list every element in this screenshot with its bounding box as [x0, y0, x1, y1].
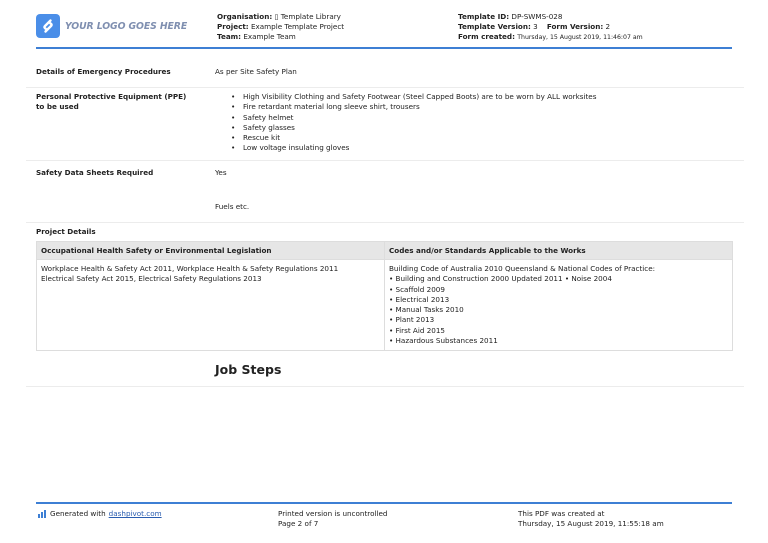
- codes-line: Building Code of Australia 2010 Queensland & National Codes of Practice:: [389, 264, 656, 273]
- form-created-value: Thursday, 15 August 2019, 11:46:07 am: [517, 34, 643, 41]
- organisation-label: Organisation:: [217, 12, 273, 21]
- form-created-label: Form created:: [458, 32, 515, 41]
- template-version-value: 3: [533, 22, 538, 31]
- form-version-label: Form Version:: [546, 22, 604, 31]
- sds-value: Yes: [215, 168, 227, 177]
- sds-label: Safety Data Sheets Required: [36, 168, 154, 177]
- footer-page-info: [278, 509, 387, 530]
- template-id-label: Template ID:: [458, 12, 510, 21]
- legislation-line: Electrical Safety Act 2015, Electrical Safety Regulations 2013: [41, 274, 262, 284]
- safety-data-sheets-row: [26, 161, 744, 223]
- codes-cell: [385, 260, 733, 351]
- form-version-value: 2: [605, 22, 611, 31]
- table-header-row: [37, 242, 733, 260]
- codes-line: • First Aid 2015: [389, 325, 445, 335]
- team-label: Team:: [217, 32, 242, 41]
- codes-line: • Plant 2013: [389, 315, 435, 325]
- emergency-procedures-value: As per Site Safety Plan: [215, 67, 297, 76]
- form-created-line: [458, 32, 643, 43]
- ppe-list: [215, 92, 596, 154]
- codes-line: • Hazardous Substances 2011: [389, 336, 498, 346]
- ppe-label-line2: to be used: [36, 102, 79, 112]
- team-value: Example Team: [243, 32, 296, 41]
- emergency-procedures-row: [26, 58, 744, 88]
- footer-pdf-created: [518, 509, 664, 530]
- page-number: Page 2 of 7: [278, 519, 319, 529]
- project-value: Example Template Project: [250, 22, 345, 31]
- project-details-table: [36, 241, 733, 351]
- dashpivot-link[interactable]: dashpivot.com: [108, 509, 162, 518]
- project-details-title: Project Details: [36, 227, 96, 236]
- project-label: Project:: [217, 22, 249, 31]
- ppe-item: • Safety glasses: [215, 123, 596, 133]
- legislation-line: Workplace Health & Safety Act 2011, Workplace Health & Safety Regulations 2011: [41, 264, 339, 273]
- ppe-item: • Safety helmet: [215, 113, 596, 123]
- ppe-item: • High Visibility Clothing and Safety Footwear (Steel Capped Boots) are to be worn by ALL worksites: [215, 92, 596, 102]
- logo-icon: [36, 14, 60, 38]
- logo: [36, 14, 187, 38]
- legislation-header: Occupational Health Safety or Environmental Legislation: [37, 242, 385, 260]
- emergency-procedures-label: Details of Emergency Procedures: [36, 67, 171, 76]
- uncontrolled-notice: Printed version is uncontrolled: [278, 509, 388, 518]
- table-row: [37, 260, 733, 351]
- team-line: [217, 32, 344, 42]
- pdf-created-label: This PDF was created at: [518, 509, 605, 518]
- document-header: [36, 12, 732, 48]
- version-line: [458, 22, 643, 32]
- codes-line: • Electrical 2013: [389, 294, 450, 304]
- pdf-created-value: Thursday, 15 August 2019, 11:55:18 am: [518, 519, 664, 529]
- logo-text: YOUR LOGO GOES HERE: [65, 20, 188, 32]
- codes-line: • Scaffold 2009: [389, 284, 445, 294]
- codes-header: Codes and/or Standards Applicable to the Works: [385, 242, 733, 260]
- generated-prefix: Generated with: [50, 509, 106, 518]
- ppe-item: • Fire retardant material long sleeve shirt, trousers: [215, 102, 596, 112]
- codes-line: • Manual Tasks 2010: [389, 305, 464, 315]
- dashpivot-icon: [38, 510, 46, 518]
- ppe-label: [36, 92, 186, 113]
- footer-divider: [36, 502, 732, 504]
- sds-note: Fuels etc.: [215, 202, 250, 211]
- ppe-item: • Low voltage insulating gloves: [215, 143, 596, 153]
- header-divider: [36, 47, 732, 49]
- template-id-value: DP-SWMS-028: [511, 12, 563, 21]
- ppe-label-line1: Personal Protective Equipment (PPE): [36, 92, 187, 101]
- header-meta-org: [217, 12, 344, 42]
- job-steps-heading: Job Steps: [215, 362, 282, 377]
- job-steps-divider: [26, 386, 744, 387]
- legislation-cell: [37, 260, 385, 351]
- codes-line: • Building and Construction 2000 Updated 2011 • Noise 2004: [389, 274, 612, 284]
- ppe-item: • Rescue kit: [215, 133, 596, 143]
- organisation-value: ▯ Template Library: [274, 12, 341, 21]
- project-line: [217, 22, 344, 32]
- ppe-row: [26, 88, 744, 161]
- footer-generated: [38, 509, 162, 519]
- header-meta-template: [458, 12, 643, 43]
- organisation-line: [217, 12, 344, 22]
- template-version-label: Template Version:: [458, 22, 531, 31]
- template-id-line: [458, 12, 643, 22]
